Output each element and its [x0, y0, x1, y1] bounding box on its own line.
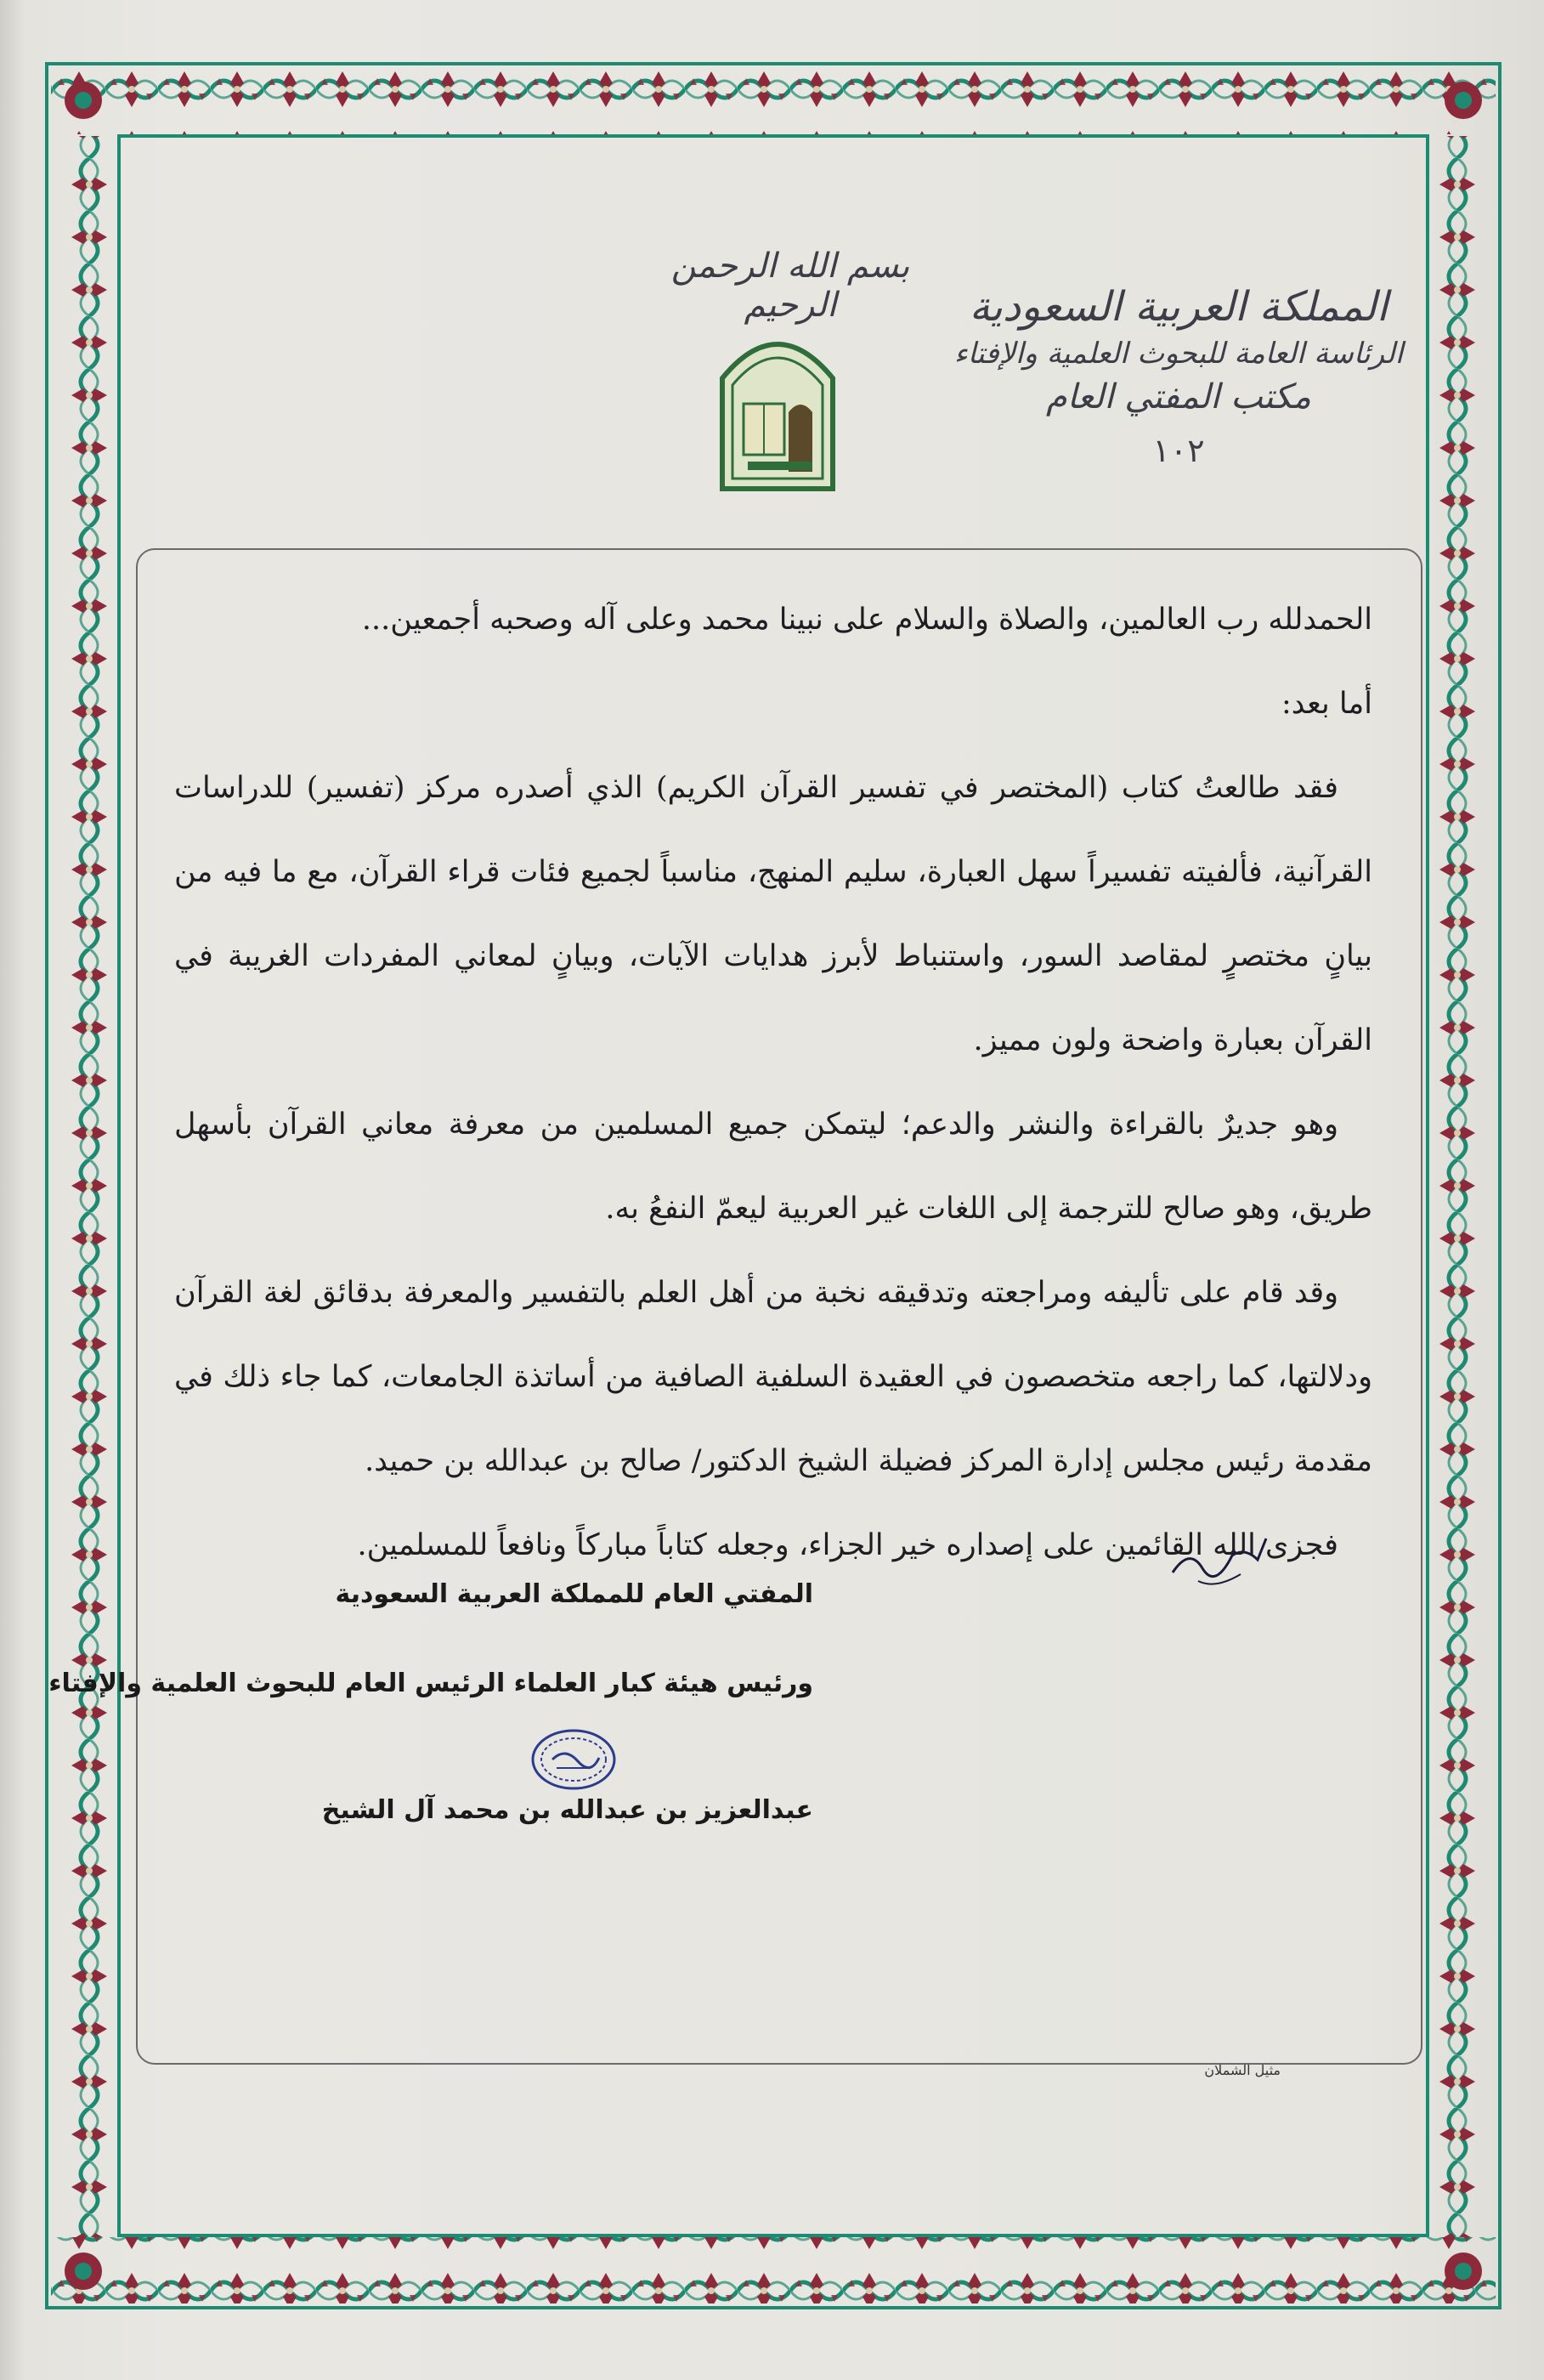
- official-stamp: [527, 1726, 620, 1794]
- letterhead-presidency: الرئاسة العامة للبحوث العلمية والإفتاء: [953, 337, 1404, 371]
- letterhead-country: المملكة العربية السعودية: [969, 283, 1388, 331]
- letter-number: ١٠٢: [1152, 432, 1205, 469]
- opening-praise: الحمدلله رب العالمين، والصلاة والسلام على نبينا محمد وعلى آله وصحبه أجمعين...: [361, 603, 1372, 637]
- paragraph-review: فقد طالعتُ كتاب (المختصر في تفسير القرآن الكريم) الذي أصدره مركز (تفسير) للدراسات القرآنية، فألفيته تفسيراً سهل العبارة، سليم المنهج، مناسباً لجميع فئات قراء القرآن، مع ما فيه من بيانٍ مختصرٍ لمقاصد السور، واستنباط لأبرز هدايات الآيات، وبيانٍ لمعاني المفردات الغريبة في القرآن بعبارة واضحة ولون مميز.: [174, 771, 1372, 1057]
- paragraph-recommendation: وهو جديرٌ بالقراءة والنشر والدعم؛ ليتمكن جميع المسلمين من معرفة معاني القرآن بأسهل طريق، وهو صالح للترجمة إلى اللغات غير العربية ليعمّ النفعُ به.: [174, 1108, 1372, 1226]
- presidency-emblem: [714, 319, 841, 497]
- closing-prayer: فجزى الله القائمين على إصداره خير الجزاء، وجعله كتاباً مباركاً ونافعاً للمسلمين.: [357, 1528, 1338, 1562]
- paragraph-authors: وقد قام على تأليفه ومراجعته وتدقيقه نخبة من أهل العلم بالتفسير والمعرفة بدقائق لغة القرآن ودلالتها، كما راجعه متخصصون في العقيدة السلفية الصافية من أساتذة الجامعات، كما جاء ذلك في مقدمة رئيس مجلس إدارة المركز فضيلة الشيخ الدكتور/ صالح بن عبدالله بن حميد.: [174, 1276, 1372, 1478]
- salutation: أما بعد:: [1281, 687, 1372, 721]
- footnote-initials: مثيل الشملان: [1204, 2062, 1281, 2078]
- letterhead-header: [941, 280, 1417, 476]
- signer-title-mufti: المفتي العام للمملكة العربية السعودية: [335, 1579, 813, 1609]
- signer-name: عبدالعزيز بن عبدالله بن محمد آل الشيخ: [321, 1795, 813, 1825]
- basmala: بسم الله الرحمن الرحيم: [670, 246, 910, 325]
- letter-body: [174, 578, 1372, 1588]
- letterhead-office: مكتب المفتي العام: [1046, 377, 1311, 416]
- handwritten-signature: [1164, 1522, 1275, 1598]
- signer-title-council: ورئيس هيئة كبار العلماء الرئيس العام للبحوث العلمية والإفتاء: [48, 1669, 813, 1698]
